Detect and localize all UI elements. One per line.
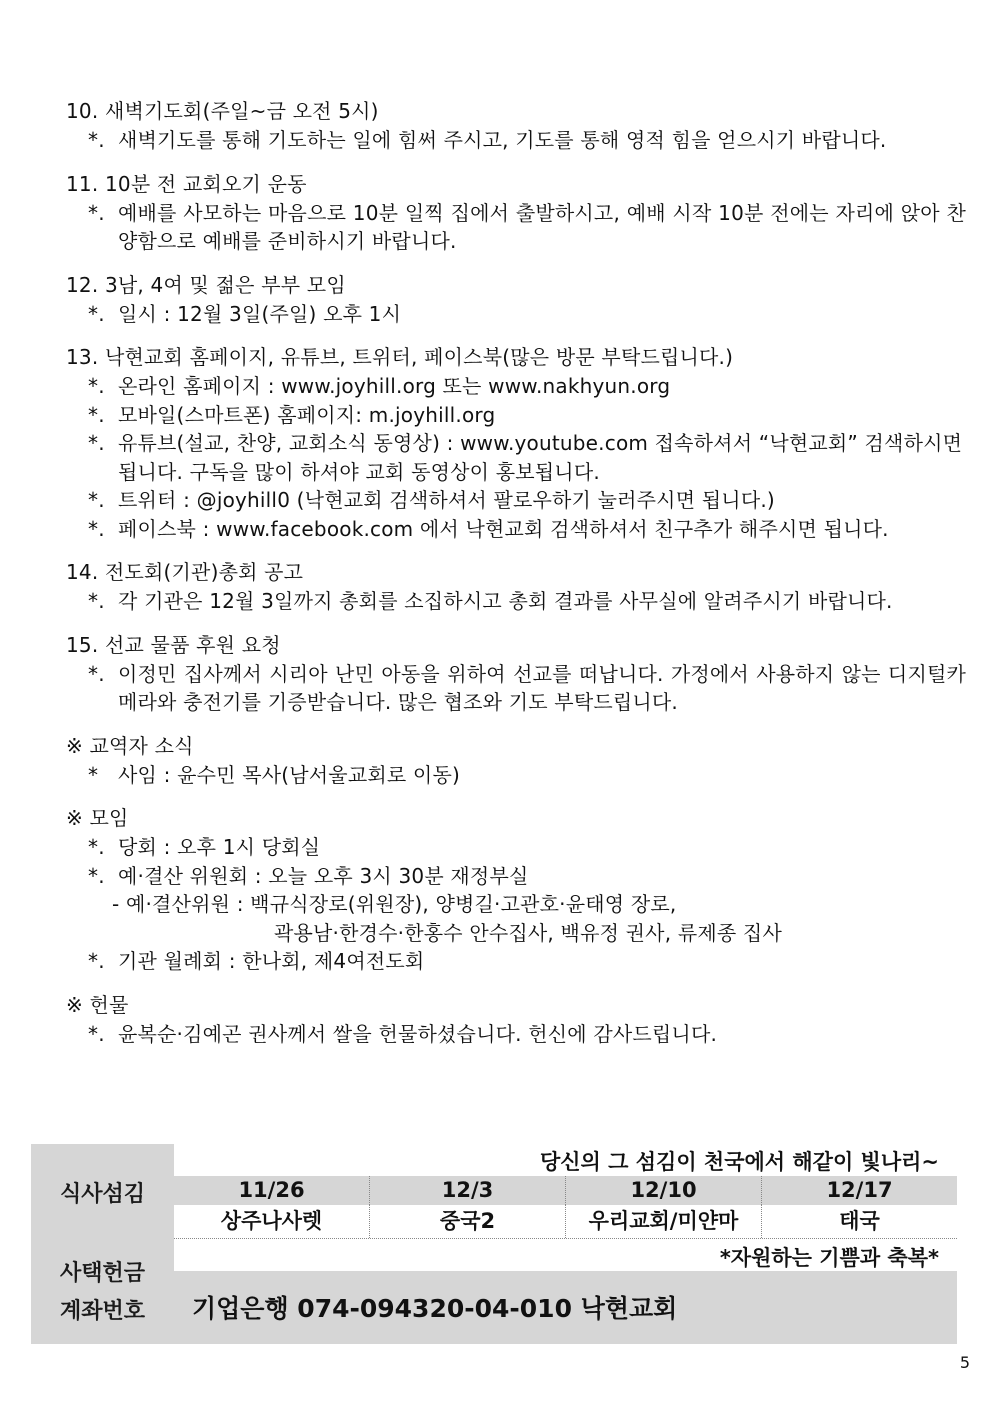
label-column (31, 1144, 174, 1344)
item-text: 트위터 : @joyhill0 (낙현교회 검색하셔서 팔로우하기 눌러주시면 됩니다.) (118, 488, 775, 512)
service-table (31, 1144, 957, 1344)
bullet-mark: *. (88, 374, 105, 398)
list-item (66, 862, 966, 891)
date-cell: 12/10 (566, 1176, 762, 1205)
server-row (174, 1205, 957, 1239)
label-thanks: 사택헌금 (59, 1261, 145, 1286)
server-cell: 태국 (839, 1209, 880, 1233)
item-text: 예배를 사모하는 마음으로 10분 일찍 집에서 출발하시고, 예배 시작 10분 전에는 자리에 앉아 찬양함으로 예배를 준비하시기 바랍니다. (118, 200, 966, 253)
section-heading: ※ 헌물 (66, 992, 129, 1017)
section-arrive-early (66, 169, 966, 256)
committee-members: - 예·결산위원 : 백규식장로(위원장), 양병길·고관호·윤태영 장로, (112, 892, 677, 916)
bullet-mark: *. (88, 1021, 105, 1046)
section-heading: 15. 선교 물품 후원 요청 (66, 632, 281, 657)
announcements (66, 96, 966, 1062)
section-online (66, 342, 966, 543)
account-box (174, 1271, 957, 1344)
meal-banner (174, 1144, 957, 1176)
bullet-mark: *. (88, 431, 105, 455)
section-staff-news (66, 731, 966, 790)
server-cell: 우리교회/미얀마 (566, 1205, 762, 1238)
item-text: 기관 월례회 : 한나회, 제4여전도회 (118, 949, 425, 973)
item-text: 페이스북 : www.facebook.com 에서 낙현교회 검색하셔서 친구추가 해주시면 됩니다. (118, 516, 889, 541)
bullet-mark: *. (88, 661, 105, 686)
list-item (66, 429, 966, 486)
section-heading: 10. 새벽기도회(주일~금 오전 5시) (66, 99, 379, 123)
list-item (66, 126, 966, 155)
section-offering (66, 990, 966, 1049)
list-item (66, 515, 966, 544)
list-item (66, 372, 966, 401)
date-cell: 11/26 (174, 1176, 370, 1205)
section-couples-meeting (66, 270, 966, 329)
section-heading: 11. 10분 전 교회오기 운동 (66, 171, 307, 196)
item-text: 유튜브(설교, 찬양, 교회소식 동영상) : www.youtube.com 접속하셔서 “낙현교회” 검색하시면 됩니다. 구독을 많이 하셔야 교회 동영상이 홍보됩니다. (118, 431, 963, 484)
bullet-mark: *. (88, 949, 105, 973)
list-item (66, 660, 966, 717)
section-mission-support (66, 630, 966, 717)
item-text: 예·결산 위원회 : 오늘 오후 3시 30분 재정부실 (118, 863, 529, 888)
section-heading: 14. 전도회(기관)총회 공고 (66, 560, 304, 584)
list-item (66, 401, 966, 430)
item-text: 모바일(스마트폰) 홈페이지: m.joyhill.org (118, 402, 496, 427)
list-item (66, 486, 966, 515)
item-text: 일시 : 12월 3일(주일) 오후 1시 (118, 301, 402, 326)
date-cell: 12/17 (826, 1178, 893, 1202)
section-heading: ※ 모임 (66, 806, 129, 830)
list-item (66, 947, 966, 976)
section-general-assembly (66, 557, 966, 616)
bullet-mark: *. (88, 589, 105, 613)
bullet-mark: *. (88, 301, 105, 326)
section-heading: 12. 3남, 4여 및 젊은 부부 모임 (66, 272, 346, 297)
item-text: 각 기관은 12월 3일까지 총회를 소집하시고 총회 결과를 사무실에 알려주시기 바랍니다. (118, 589, 893, 613)
item-text: 사임 : 윤수민 목사(남서울교회로 이동) (118, 762, 460, 787)
item-text: 온라인 홈페이지 : www.joyhill.org 또는 www.nakhyun.org (118, 374, 671, 398)
item-text: 이정민 집사께서 시리아 난민 아동을 위하여 선교를 떠납니다. 가정에서 사용하지 않는 디지털카메라와 충전기를 기증받습니다. 많은 협조와 기도 부탁드립니다. (118, 661, 966, 714)
bullet-mark: *. (88, 128, 105, 152)
committee-members-cont: 곽용남·한경수·한홍수 안수집사, 백유정 권사, 류제종 집사 (274, 920, 782, 945)
meal-banner-text: 당신의 그 섬김이 천국에서 해같이 빛나리~ (539, 1150, 939, 1174)
server-cell: 상주나사렛 (174, 1205, 370, 1238)
label-meal: 식사섬김 (59, 1182, 145, 1207)
section-meetings (66, 803, 966, 976)
page-number: 5 (959, 1353, 970, 1372)
bullet-mark: *. (88, 863, 105, 888)
item-text: 새벽기도를 통해 기도하는 일에 힘써 주시고, 기도를 통해 영적 힘을 얻으시기 바랍니다. (118, 128, 887, 152)
section-heading: 13. 낙현교회 홈페이지, 유튜브, 트위터, 페이스북(많은 방문 부탁드립니다.) (66, 345, 734, 369)
bullet-mark: *. (88, 488, 105, 512)
bullet-mark: * (88, 762, 99, 787)
list-item (66, 587, 966, 616)
list-item (66, 300, 966, 329)
account-number: 기업은행 074-094320-04-010 낙현교회 (192, 1294, 678, 1323)
bullet-mark: *. (88, 200, 105, 225)
thanks-banner (174, 1239, 957, 1271)
bullet-mark: *. (88, 402, 105, 427)
section-heading: ※ 교역자 소식 (66, 733, 194, 758)
item-text: 당회 : 오후 1시 당회실 (118, 835, 321, 859)
date-row (174, 1176, 957, 1205)
bullet-mark: *. (88, 835, 105, 859)
list-item (66, 833, 966, 862)
list-item (66, 1020, 966, 1049)
section-early-prayer (66, 96, 966, 155)
server-cell: 중국2 (370, 1205, 566, 1238)
thanks-banner-text: *자원하는 기쁨과 축복* (719, 1246, 939, 1270)
item-text: 윤복순·김예곤 권사께서 쌀을 헌물하셨습니다. 헌신에 감사드립니다. (118, 1021, 718, 1046)
date-cell: 12/3 (370, 1176, 566, 1205)
list-item (66, 199, 966, 256)
list-item (66, 761, 966, 790)
label-account: 계좌번호 (59, 1299, 145, 1324)
bullet-mark: *. (88, 516, 105, 541)
